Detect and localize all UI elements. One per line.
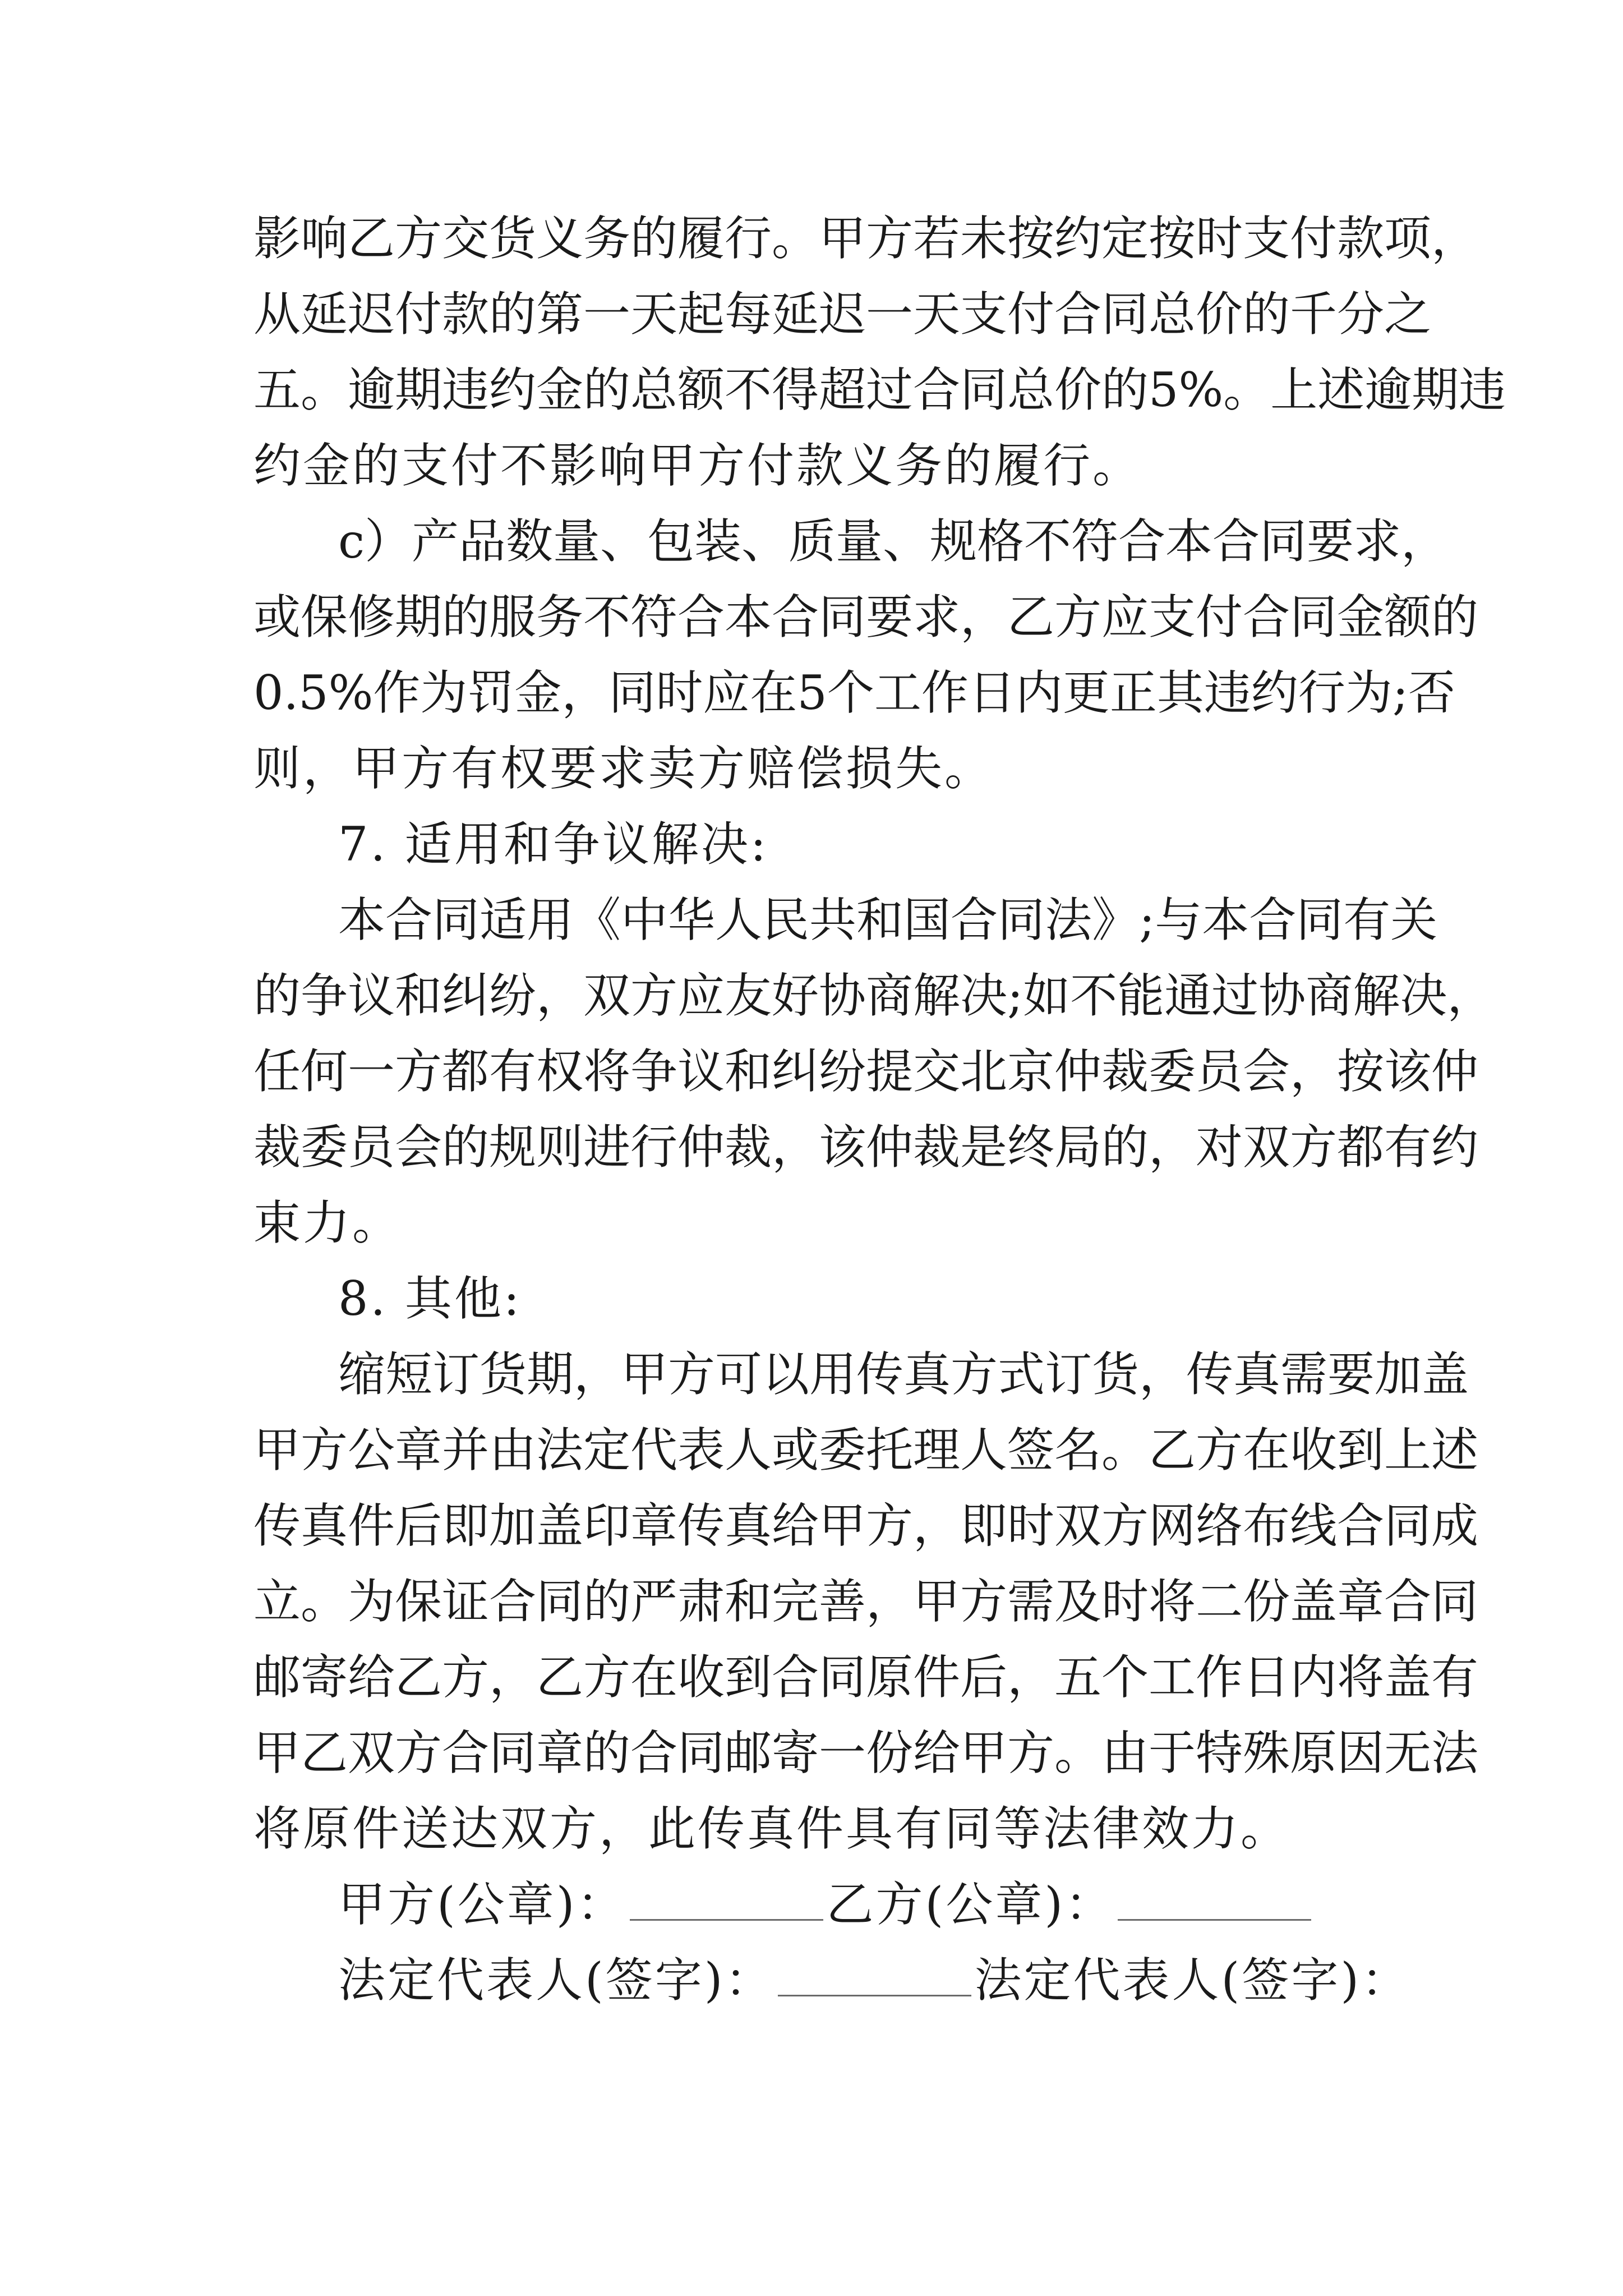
party-b-seal-label: 乙方(公章)： [826,1877,1115,1932]
paragraph-line: 从延迟付款的第一天起每延迟一天支付合同总价的千分之 [253,287,1432,342]
paragraph-line: 或保修期的服务不符合本合同要求，乙方应支付合同金额的 [253,590,1479,645]
paragraph-line: 裁委员会的规则进行仲裁，该仲裁是终局的，对双方都有约 [253,1120,1479,1175]
paragraph-line: 缩短订货期，甲方可以用传真方式订货，传真需要加盖 [338,1347,1469,1402]
party-a-seal-label: 甲方(公章)： [338,1877,626,1932]
paragraph-line: 则，甲方有权要求卖方赔偿损失。 [253,741,994,796]
paragraph-line: 0.5%作为罚金，同时应在5个工作日内更正其违约行为;否 [253,665,1456,720]
paragraph-line: 任何一方都有权将争议和纠纷提交北京仲裁委员会，按该仲 [253,1044,1479,1099]
paragraph-line: 邮寄给乙方，乙方在收到合同原件后，五个工作日内将盖有 [253,1650,1479,1705]
paragraph-line: 束力。 [253,1195,402,1250]
section-heading-7: 7. 适用和争议解决: [338,817,769,872]
paragraph-line: 的争议和纠纷，双方应友好协商解决;如不能通过协商解决， [253,968,1495,1023]
paragraph-line: 立。为保证合同的严肃和完善，甲方需及时将二份盖章合同 [253,1574,1479,1629]
paragraph-line: 传真件后即加盖印章传真给甲方，即时双方网络布线合同成 [253,1498,1479,1553]
paragraph-line: 约金的支付不影响甲方付款义务的履行。 [253,438,1142,493]
paragraph-line: 甲乙双方合同章的合同邮寄一份给甲方。由于特殊原因无法 [253,1726,1479,1780]
paragraph-line: 本合同适用《中华人民共和国合同法》;与本合同有关 [338,892,1438,947]
signature-row-legal-rep [338,1944,1410,2017]
legal-rep-b-label: 法定代表人(签字)： [974,1953,1411,2008]
party-a-seal-field [630,1880,823,1921]
legal-rep-a-field [778,1955,971,1996]
clause-c-line: c）产品数量、包装、质量、规格不符合本合同要求， [338,514,1449,569]
paragraph-line: 甲方公章并由法定代表人或委托理人签名。乙方在收到上述 [253,1423,1479,1478]
section-heading-8: 8. 其他: [338,1271,522,1326]
paragraph-line: 五。逾期违约金的总额不得超过合同总价的5%。上述逾期违 [253,362,1506,417]
party-b-seal-field [1118,1880,1311,1921]
paragraph-line: 将原件送达双方，此传真件具有同等法律效力。 [253,1801,1290,1856]
paragraph-line: 影响乙方交货义务的履行。甲方若未按约定按时支付款项， [253,211,1479,266]
legal-rep-a-label: 法定代表人(签字)： [338,1953,774,2008]
signature-row-seal [338,1868,1315,1941]
